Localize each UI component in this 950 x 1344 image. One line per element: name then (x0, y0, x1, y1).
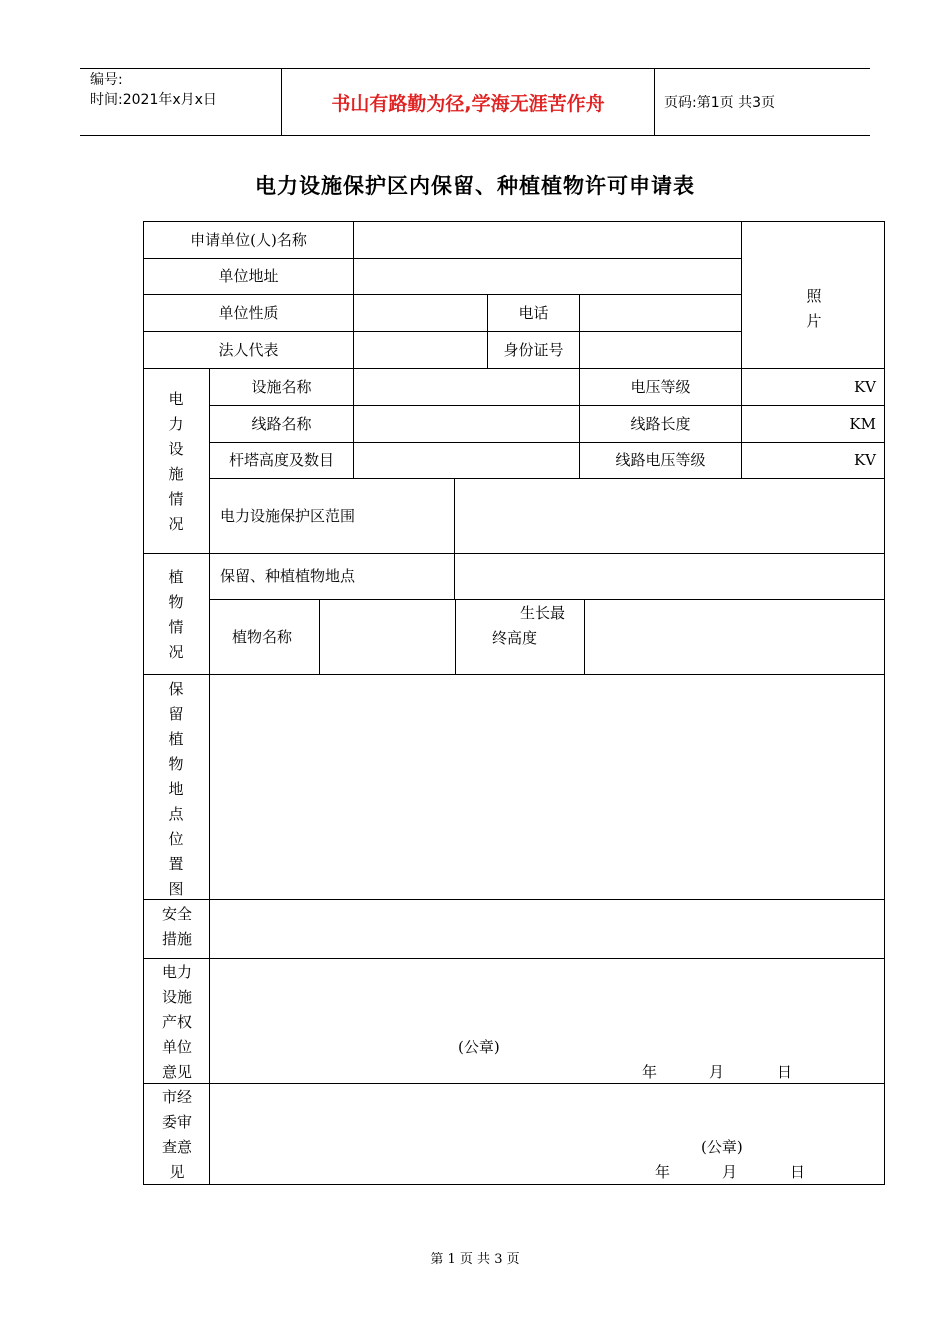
applicant-name-label: 申请单位(人)名称 (190, 230, 307, 249)
header-page-info: 页码:第1页 共3页 (664, 95, 775, 111)
tower-label: 杆塔高度及数目 (228, 451, 334, 469)
plant-section-label: 植 物 情 况 (168, 568, 184, 661)
length-unit: KM (849, 414, 876, 433)
header-divider-2 (654, 68, 655, 136)
unit-nature-label: 单位性质 (218, 303, 279, 322)
location-map-section-label: 保 留 植 物 地 点 位 置 图 (168, 680, 184, 898)
id-number-label: 身份证号 (503, 340, 564, 359)
legal-rep-label: 法人代表 (218, 340, 279, 359)
id-number-field[interactable] (580, 332, 741, 368)
header-meta (90, 70, 217, 110)
commission-opinion-field[interactable] (210, 1084, 884, 1184)
plant-name-label: 植物名称 (232, 627, 293, 646)
unit-address-field[interactable] (354, 259, 741, 294)
applicant-name-field[interactable] (354, 222, 741, 258)
safety-measures-field[interactable] (210, 900, 884, 958)
commission-seal: (公章) (701, 1138, 743, 1156)
facility-section-label: 电 力 设 施 情 况 (168, 390, 184, 533)
voltage-level-label: 电压等级 (630, 377, 691, 396)
plant-location-field[interactable] (455, 554, 884, 599)
plant-location-label: 保留、种植植物地点 (220, 567, 356, 585)
facility-name-field[interactable] (354, 369, 579, 405)
owner-year: 年 (642, 1063, 658, 1081)
photo-label-2: 片 (806, 312, 822, 330)
owner-day: 日 (777, 1063, 793, 1081)
protection-range-label: 电力设施保护区范围 (220, 506, 356, 525)
line-name-field[interactable] (354, 406, 579, 442)
commission-year: 年 (655, 1163, 671, 1181)
max-height-field[interactable] (585, 600, 884, 674)
owner-month: 月 (709, 1063, 725, 1081)
max-height-label: 生长最 终高度 (492, 604, 566, 647)
page-footer: 第 1 页 共 3 页 (430, 1252, 520, 1267)
line-voltage-label: 线路电压等级 (615, 451, 706, 469)
header-top-rule (80, 68, 870, 69)
commission-opinion-label: 市经 委审 查意 见 (161, 1088, 192, 1181)
phone-field[interactable] (580, 295, 741, 331)
plant-name-field[interactable] (320, 600, 455, 674)
number-label: 编号: (90, 72, 123, 88)
line-length-label: 线路长度 (630, 414, 691, 433)
photo-label-1: 照 (806, 287, 822, 305)
legal-rep-field[interactable] (354, 332, 487, 368)
tower-field[interactable] (354, 443, 579, 478)
header-bottom-rule (80, 135, 870, 136)
owner-seal: (公章) (458, 1038, 500, 1056)
facility-name-label: 设施名称 (251, 377, 312, 396)
commission-day: 日 (790, 1163, 806, 1181)
voltage-unit-1: KV (853, 377, 876, 396)
safety-section-label: 安全 措施 (161, 905, 192, 948)
location-map-area[interactable] (210, 675, 884, 899)
line-name-label: 线路名称 (251, 414, 312, 433)
unit-address-label: 单位地址 (218, 267, 279, 285)
document-title: 电力设施保护区内保留、种植植物许可申请表 (255, 173, 695, 198)
time-label: 时间:2021年x月x日 (90, 92, 217, 108)
owner-opinion-label: 电力 设施 产权 单位 意见 (161, 963, 192, 1081)
header-motto: 书山有路勤为径,学海无涯苦作舟 (331, 92, 605, 115)
protection-range-field[interactable] (455, 479, 884, 553)
phone-label: 电话 (518, 303, 549, 322)
unit-nature-field[interactable] (354, 295, 487, 331)
voltage-unit-2: KV (853, 451, 876, 469)
commission-month: 月 (722, 1163, 738, 1181)
